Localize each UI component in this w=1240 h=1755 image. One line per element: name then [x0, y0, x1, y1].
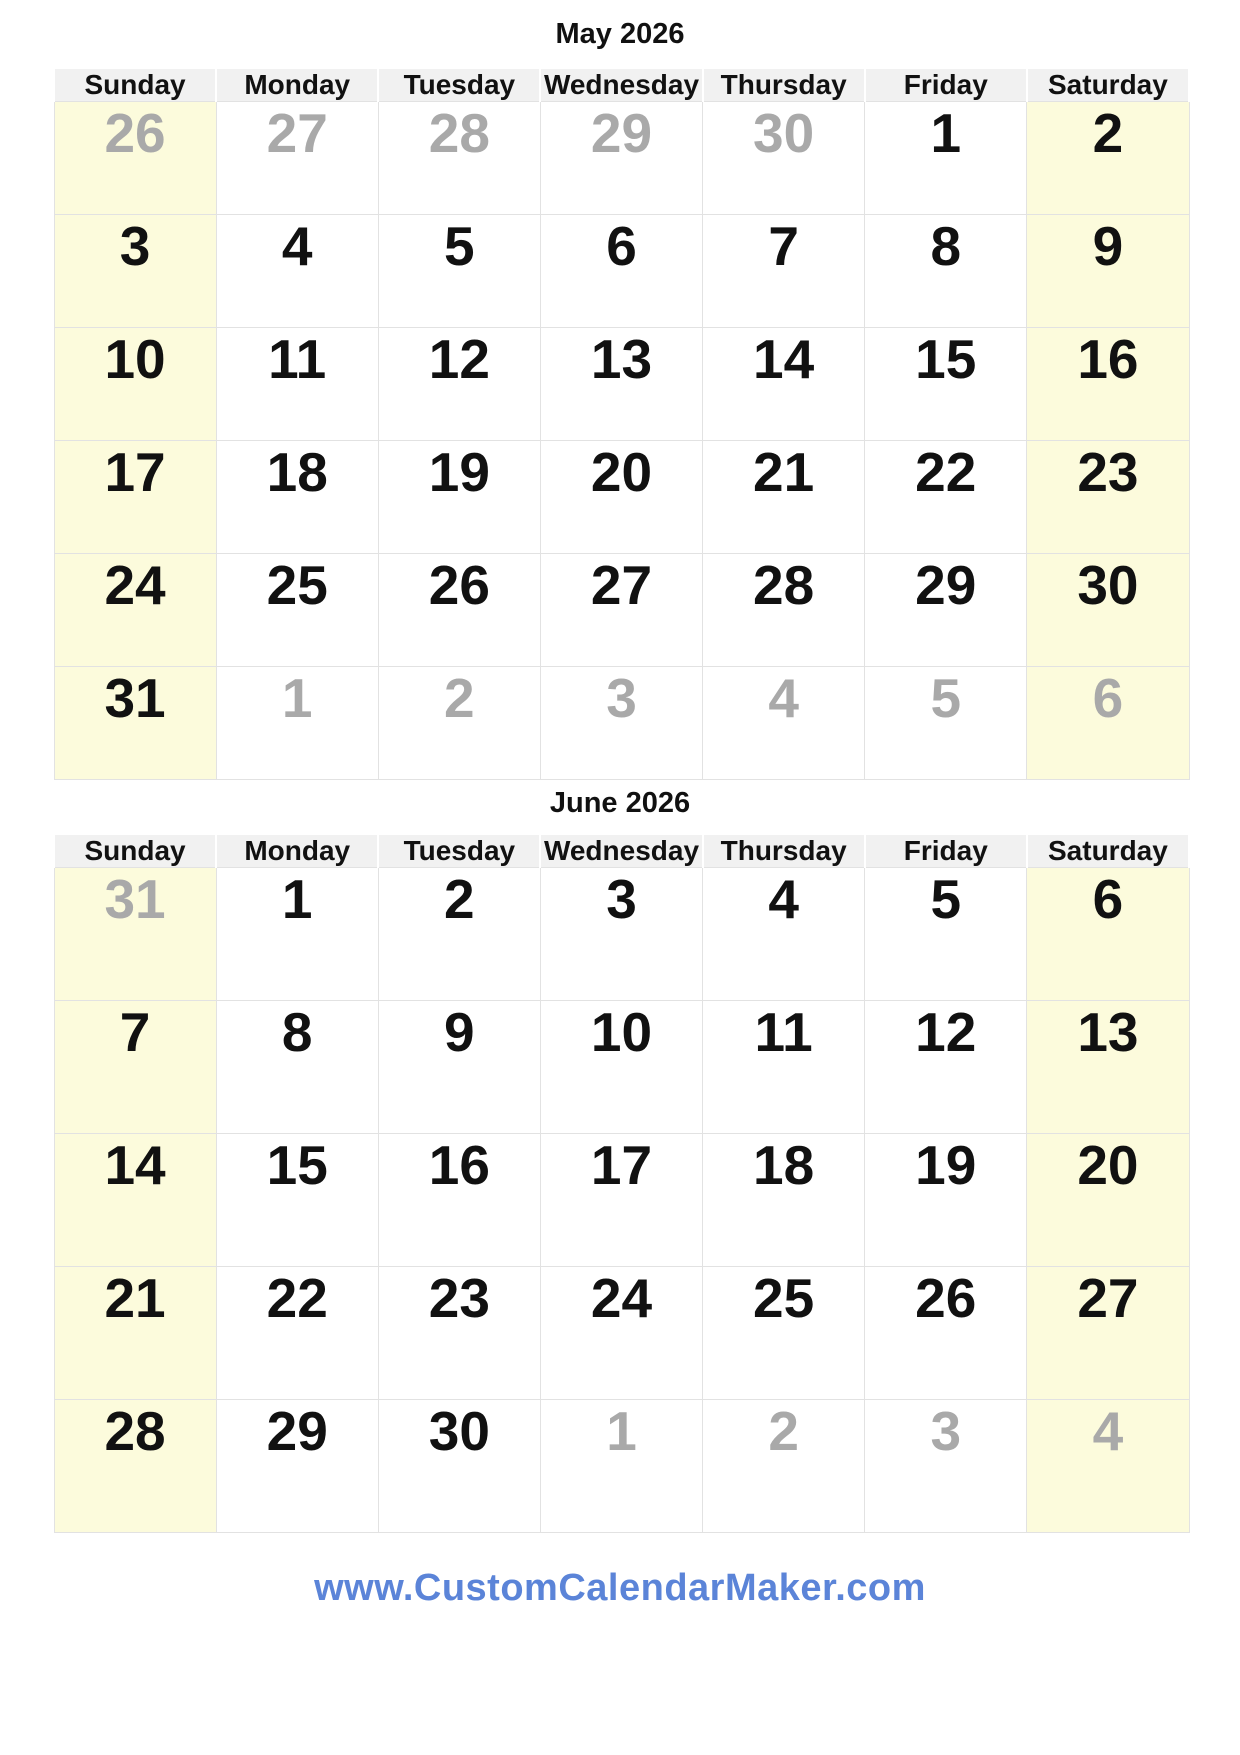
- date-cell: 20: [540, 441, 702, 554]
- adjacent-month-date-cell: 4: [1027, 1400, 1189, 1533]
- adjacent-month-date-cell: 3: [540, 667, 702, 780]
- adjacent-month-date-cell: 3: [865, 1400, 1027, 1533]
- date-cell: 4: [216, 215, 378, 328]
- week-row: [54, 1134, 1189, 1267]
- week-row: [54, 1400, 1189, 1533]
- adjacent-month-date-cell: 2: [703, 1400, 865, 1533]
- date-cell: 11: [703, 1001, 865, 1134]
- date-cell: 23: [378, 1267, 540, 1400]
- date-cell: 22: [865, 441, 1027, 554]
- date-cell: 8: [216, 1001, 378, 1134]
- date-cell: 10: [540, 1001, 702, 1134]
- date-cell: 30: [1027, 554, 1189, 667]
- weekday-header-saturday: Saturday: [1027, 834, 1189, 868]
- adjacent-month-date-cell: 26: [54, 102, 216, 215]
- adjacent-month-date-cell: 5: [865, 667, 1027, 780]
- date-cell: 26: [865, 1267, 1027, 1400]
- date-cell: 28: [703, 554, 865, 667]
- week-row: [54, 667, 1189, 780]
- date-cell: 21: [703, 441, 865, 554]
- weekday-header-monday: Monday: [216, 834, 378, 868]
- date-cell: 1: [865, 102, 1027, 215]
- date-cell: 9: [378, 1001, 540, 1134]
- date-cell: 12: [865, 1001, 1027, 1134]
- date-cell: 18: [216, 441, 378, 554]
- adjacent-month-date-cell: 31: [54, 868, 216, 1001]
- date-cell: 17: [540, 1134, 702, 1267]
- weekday-header-row: [54, 834, 1189, 868]
- week-row: [54, 441, 1189, 554]
- may-table: [53, 67, 1190, 780]
- date-cell: 16: [1027, 328, 1189, 441]
- date-cell: 3: [540, 868, 702, 1001]
- date-cell: 2: [378, 868, 540, 1001]
- week-row: [54, 215, 1189, 328]
- adjacent-month-date-cell: 30: [703, 102, 865, 215]
- date-cell: 20: [1027, 1134, 1189, 1267]
- weekday-header-thursday: Thursday: [703, 68, 865, 102]
- may-calendar-grid: [53, 67, 1190, 780]
- date-cell: 6: [1027, 868, 1189, 1001]
- date-cell: 7: [703, 215, 865, 328]
- date-cell: 5: [865, 868, 1027, 1001]
- weekday-header-monday: Monday: [216, 68, 378, 102]
- date-cell: 11: [216, 328, 378, 441]
- date-cell: 23: [1027, 441, 1189, 554]
- adjacent-month-date-cell: 1: [216, 667, 378, 780]
- date-cell: 5: [378, 215, 540, 328]
- date-cell: 8: [865, 215, 1027, 328]
- week-row: [54, 554, 1189, 667]
- weekday-header-friday: Friday: [865, 834, 1027, 868]
- date-cell: 14: [54, 1134, 216, 1267]
- adjacent-month-date-cell: 4: [703, 667, 865, 780]
- date-cell: 31: [54, 667, 216, 780]
- date-cell: 25: [216, 554, 378, 667]
- week-row: [54, 1001, 1189, 1134]
- date-cell: 4: [703, 868, 865, 1001]
- june-calendar-grid: [53, 833, 1190, 1533]
- date-cell: 25: [703, 1267, 865, 1400]
- date-cell: 26: [378, 554, 540, 667]
- date-cell: 3: [54, 215, 216, 328]
- weekday-header-wednesday: Wednesday: [540, 68, 702, 102]
- date-cell: 19: [865, 1134, 1027, 1267]
- week-row: [54, 102, 1189, 215]
- date-cell: 24: [54, 554, 216, 667]
- weekday-header-friday: Friday: [865, 68, 1027, 102]
- date-cell: 10: [54, 328, 216, 441]
- date-cell: 21: [54, 1267, 216, 1400]
- date-cell: 1: [216, 868, 378, 1001]
- date-cell: 27: [540, 554, 702, 667]
- date-cell: 13: [540, 328, 702, 441]
- june-table: [53, 833, 1190, 1533]
- weekday-header-sunday: Sunday: [54, 68, 216, 102]
- date-cell: 28: [54, 1400, 216, 1533]
- june-month-title: June 2026: [549, 787, 691, 819]
- week-row: [54, 1267, 1189, 1400]
- date-cell: 7: [54, 1001, 216, 1134]
- date-cell: 19: [378, 441, 540, 554]
- date-cell: 27: [1027, 1267, 1189, 1400]
- date-cell: 16: [378, 1134, 540, 1267]
- date-cell: 2: [1027, 102, 1189, 215]
- date-cell: 13: [1027, 1001, 1189, 1134]
- date-cell: 24: [540, 1267, 702, 1400]
- date-cell: 9: [1027, 215, 1189, 328]
- week-row: [54, 328, 1189, 441]
- adjacent-month-date-cell: 2: [378, 667, 540, 780]
- date-cell: 29: [865, 554, 1027, 667]
- adjacent-month-date-cell: 28: [378, 102, 540, 215]
- date-cell: 17: [54, 441, 216, 554]
- date-cell: 12: [378, 328, 540, 441]
- weekday-header-sunday: Sunday: [54, 834, 216, 868]
- date-cell: 30: [378, 1400, 540, 1533]
- date-cell: 15: [216, 1134, 378, 1267]
- date-cell: 18: [703, 1134, 865, 1267]
- weekday-header-wednesday: Wednesday: [540, 834, 702, 868]
- adjacent-month-date-cell: 27: [216, 102, 378, 215]
- adjacent-month-date-cell: 1: [540, 1400, 702, 1533]
- weekday-header-saturday: Saturday: [1027, 68, 1189, 102]
- date-cell: 15: [865, 328, 1027, 441]
- date-cell: 22: [216, 1267, 378, 1400]
- date-cell: 29: [216, 1400, 378, 1533]
- weekday-header-thursday: Thursday: [703, 834, 865, 868]
- date-cell: 6: [540, 215, 702, 328]
- weekday-header-tuesday: Tuesday: [378, 68, 540, 102]
- adjacent-month-date-cell: 29: [540, 102, 702, 215]
- weekday-header-tuesday: Tuesday: [378, 834, 540, 868]
- weekday-header-row: [54, 68, 1189, 102]
- may-month-title: May 2026: [555, 18, 685, 50]
- footer-watermark-url: www.CustomCalendarMaker.com: [314, 1567, 926, 1609]
- adjacent-month-date-cell: 6: [1027, 667, 1189, 780]
- date-cell: 14: [703, 328, 865, 441]
- week-row: [54, 868, 1189, 1001]
